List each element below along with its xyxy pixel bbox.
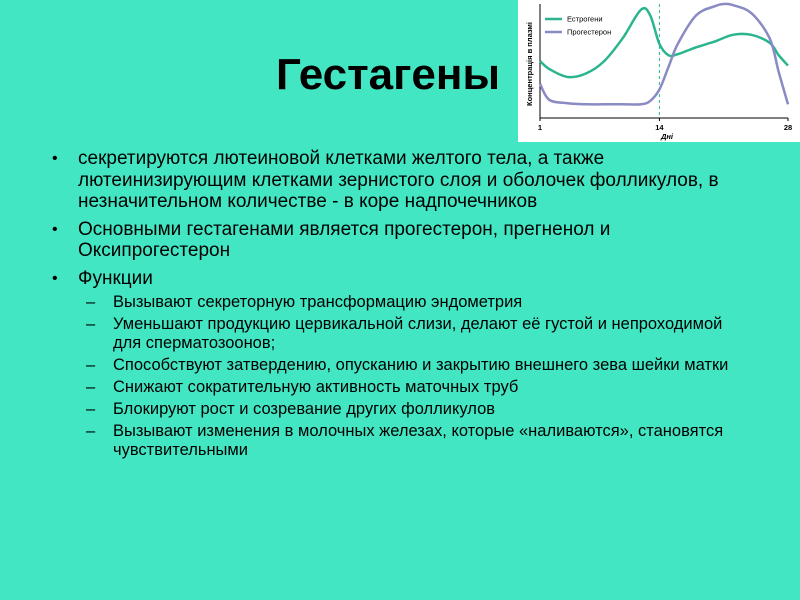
dash-marker: –	[86, 400, 96, 418]
sub-bullet-text: Способствуют затвердению, опусканию и закрытию внешнего зева шейки матки	[113, 356, 729, 374]
dash-marker: –	[86, 315, 96, 333]
sub-bullet-text: Блокируют рост и созревание других фолликулов	[113, 400, 496, 418]
sub-bullet-item	[78, 400, 752, 419]
y-axis-label: Концентрація в плазмі	[525, 21, 534, 107]
sub-bullet-text: Вызывают секреторную трансформацию эндометрия	[113, 293, 523, 311]
sub-bullet-item	[78, 378, 752, 397]
sub-bullet-item	[78, 315, 752, 353]
sub-bullet-item	[78, 293, 752, 312]
dash-marker: –	[86, 293, 96, 311]
sub-bullet-item	[78, 356, 752, 375]
dash-marker: –	[86, 422, 96, 440]
dash-marker: –	[86, 378, 96, 396]
sub-bullet-item	[78, 422, 752, 460]
bullet-marker: •	[52, 220, 58, 238]
bullet-item	[52, 148, 752, 213]
bullet-text: Функции	[78, 267, 153, 289]
bullet-text: Основными гестагенами является прогестерон, прегненол и Оксипрогестерон	[78, 218, 611, 261]
bullet-item	[52, 268, 752, 461]
x-axis-label: Дні	[660, 132, 674, 141]
x-tick-label: 28	[783, 123, 793, 132]
x-tick-label: 1	[537, 123, 543, 132]
bullet-marker: •	[52, 269, 58, 287]
bullet-marker: •	[52, 150, 58, 167]
bullet-text: секретируются лютеиновой клетками желтого тела, а также лютеинизирующим клетками зернистого слоя и оболочек фолликулов, в незначительном количестве - в коре надпочечников	[78, 148, 719, 212]
hormone-chart-svg	[518, 0, 800, 142]
slide-title: Гестагены	[276, 50, 501, 99]
sub-bullet-text: Вызывают изменения в молочных железах, которые «наливаются», становятся чувствительными	[113, 422, 724, 459]
sub-bullet-text: Уменьшают продукцию цервикальной слизи, делают её густой и непроходимой для сперматозоонов;	[113, 315, 723, 352]
sub-bullet-list	[78, 293, 752, 460]
hormone-chart	[518, 0, 800, 142]
x-tick-label: 14	[655, 123, 664, 132]
dash-marker: –	[86, 356, 96, 374]
bullet-list	[52, 148, 752, 460]
sub-bullet-text: Снижают сократительную активность маточных труб	[113, 378, 519, 396]
slide-content	[52, 148, 752, 466]
bullet-item	[52, 219, 752, 262]
legend-label: Прогестерон	[567, 27, 612, 37]
legend-label: Естрогени	[567, 14, 603, 24]
